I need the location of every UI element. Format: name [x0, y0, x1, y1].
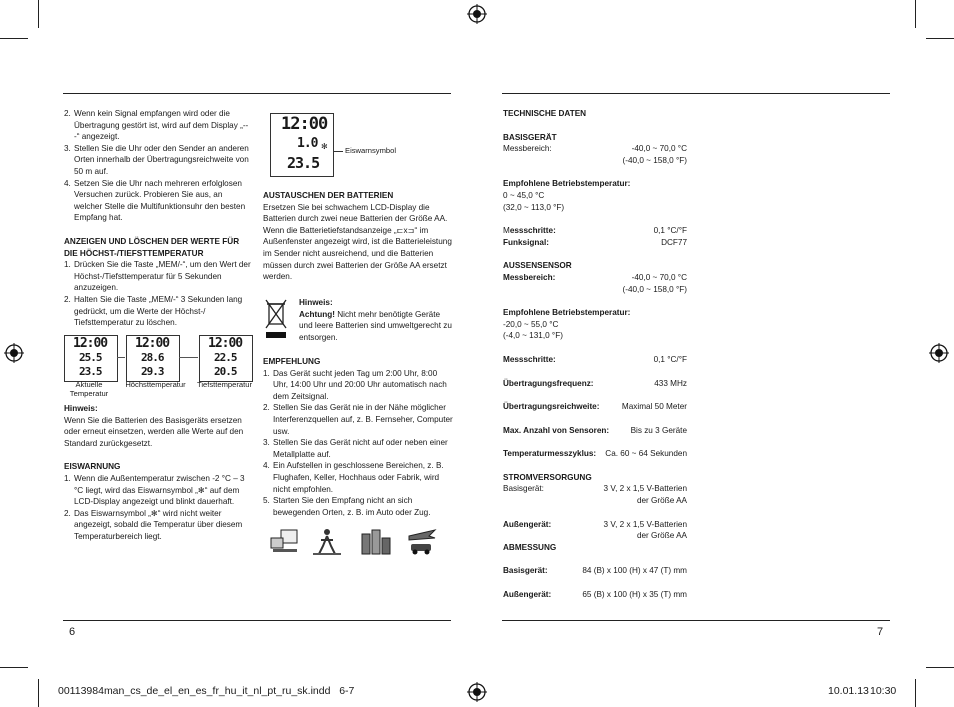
column-1: [64, 108, 252, 329]
spec-value: (-4,0 ~ 131,0 °F): [503, 331, 563, 341]
list-item: 1. Wenn die Außentemperatur zwischen -2 °C – 3 °C liegt, wird das Eiswarnsymbol „✻“ auf dem LCD-Display angezeigt und blinkt dauerhaft.: [64, 473, 245, 507]
snowflake-icon: ✻: [321, 142, 328, 151]
spec-row: Messbereich: -40,0 ~ 70,0 °C: [503, 144, 687, 154]
bottom-rule-left: [63, 620, 451, 621]
lcd-temp-bottom: 29.3: [141, 365, 164, 378]
signal-list: [64, 108, 252, 224]
crop-mark: [38, 679, 39, 707]
lcd-temp-top: 25.5: [79, 351, 102, 364]
lcd-display-max: [126, 335, 180, 382]
spec-row: (-40,0 ~ 158,0 °F): [622, 284, 687, 294]
list-item: 4. Setzen Sie die Uhr nach mehreren erfolglosen Versuchen zurück. Probieren Sie aus, an welcher Stelle die Multifunktionsuhr den besten Empfang hat.: [64, 178, 246, 223]
minmax-list: [64, 259, 252, 329]
section-heading-minmax: ANZEIGEN UND LÖSCHEN DER WERTE FÜR DIE HÖCHST-/TIEFSTTEMPERATUR: [64, 236, 240, 258]
lcd-time: 12:00: [135, 336, 170, 351]
slug-filename: 00113984man_cs_de_el_en_es_fr_hu_it_nl_pt_ru_sk.indd 6-7: [58, 685, 355, 697]
crop-mark: [915, 0, 916, 28]
top-rule-right: [502, 93, 890, 94]
hint-title: Hinweis:: [64, 404, 98, 413]
factory-icon: [360, 526, 392, 556]
lcd-temp-top: 1.0: [297, 136, 318, 151]
disposal-note: [299, 297, 453, 343]
worker-icon: [311, 526, 343, 556]
list-item: 2. Wenn kein Signal empfangen wird oder die Übertragung gestört ist, wird auf dem Display „---“ angezeigt.: [64, 109, 249, 142]
outdoor-heading: AUSSENSENSOR: [503, 261, 572, 271]
spec-row: Messbereich: -40,0 ~ 70,0 °C: [503, 272, 687, 282]
registration-mark-icon: [4, 343, 24, 363]
tv-computer-icon: [269, 528, 299, 554]
snowflake-icon: ✻: [197, 485, 205, 495]
lcd-display-current: [64, 335, 118, 382]
spec-row: Übertragungsfrequenz: 433 MHz: [503, 378, 687, 388]
section-heading-battery: AUSTAUSCHEN DER BATTERIEN: [263, 191, 394, 200]
tech-specs: [503, 108, 687, 601]
spec-row: Temperaturmesszyklus: Ca. 60 ~ 64 Sekunden: [503, 449, 687, 459]
spec-label: Empfohlene Betriebstemperatur:: [503, 179, 631, 189]
top-rule-left: [63, 93, 451, 94]
spec-row: Übertragungsreichweite: Maximal 50 Meter: [503, 402, 687, 412]
spec-row: Funksignal: DCF77: [503, 237, 687, 247]
lcd-time: 12:00: [208, 336, 243, 351]
spec-row: Außengerät: 65 (B) x 100 (H) x 35 (T) mm: [503, 590, 687, 600]
lcd-temp-top: 28.6: [141, 351, 164, 364]
caption-max: Höchsttemperatur: [125, 380, 186, 389]
hint-text: Wenn Sie die Batterien des Basisgeräts ersetzen oder erneut einsetzen, werden alle Werte auf den Standard zurückgesetzt.: [64, 415, 244, 448]
list-item: 2. Halten Sie die Taste „MEM/-“ 3 Sekunden lang gedrückt, um die Werte der Höchst-/ Tiefsttemperatur zu löschen.: [64, 294, 243, 328]
connector-line: [117, 357, 125, 358]
crop-mark: [926, 38, 954, 39]
crop-mark: [915, 679, 916, 707]
list-item: 3. Stellen Sie das Gerät nicht auf oder neben einer Metallplatte auf.: [263, 438, 448, 459]
spec-row: der Größe AA: [636, 496, 687, 506]
list-item: 2. Das Eiswarnsymbol „✻“ wird nicht weiter angezeigt, sobald die Temperatur über diesem Temperaturbereich liegt.: [64, 508, 243, 541]
lcd-temp-bottom: 23.5: [79, 365, 102, 378]
crop-mark: [926, 667, 954, 668]
list-item: 5. Starten Sie den Empfang nicht an sich bewegenden Orten, z. B. im Auto oder Zug.: [263, 496, 431, 517]
ice-list: [64, 473, 252, 543]
lcd-temp-bottom: 20.5: [214, 365, 237, 378]
page-number-right: 7: [877, 626, 884, 638]
snowflake-icon: ✻: [150, 508, 158, 518]
bottom-rule-right: [502, 620, 890, 621]
lcd-time: 12:00: [281, 114, 328, 134]
spec-row: Max. Anzahl von Sensoren: Bis zu 3 Geräte: [503, 425, 687, 435]
pointer-line: [333, 151, 343, 152]
battery-section: [263, 190, 453, 283]
spec-row: Basisgerät: 84 (B) x 100 (H) x 47 (T) mm: [503, 566, 687, 576]
spec-value: (32,0 ~ 113,0 °F): [503, 202, 565, 212]
column-1-lower: [64, 403, 252, 543]
section-heading-recommendation: EMPFEHLUNG: [263, 357, 321, 366]
lcd-time: 12:00: [73, 336, 108, 351]
spec-row: Messschritte: 0,1 °C/°F: [503, 354, 687, 364]
list-item: 4. Ein Aufstellen in geschlossene Bereichen, z. B. Flughafen, Keller, Hochhaus oder Fabrik, wird nicht empfohlen.: [263, 461, 444, 494]
lcd-display-min: [199, 335, 253, 382]
spec-row: Messschritte: 0,1 °C/°F: [503, 226, 687, 236]
weee-bin-icon: [264, 298, 288, 340]
spec-label: Empfohlene Betriebstemperatur:: [503, 308, 631, 318]
crop-mark: [0, 38, 28, 39]
list-item: 2. Stellen Sie das Gerät nie in der Nähe möglicher Interferenzquellen auf, z. B. Fernseher, Computer usw.: [263, 403, 453, 436]
spec-row: Außengerät: 3 V, 2 x 1,5 V-Batterien: [503, 519, 687, 529]
slug-time: 10:30: [870, 685, 897, 697]
page-number-left: 6: [69, 626, 76, 638]
disposal-text: Achtung! Nicht mehr benötigte Geräte und leere Batterien sind umweltgerecht zu entsorgen.: [299, 309, 452, 342]
caption-min: Tiefsttemperatur: [196, 380, 252, 389]
registration-mark-icon: [467, 682, 487, 702]
car-plane-icon: [405, 526, 439, 556]
caption-current: Aktuelle Temperatur: [69, 380, 109, 399]
slug-date: 10.01.13: [828, 685, 869, 697]
lcd-display-ice: [270, 113, 334, 177]
recommendation-section: [263, 356, 453, 518]
lcd-temp-bottom: 23.5: [287, 154, 320, 172]
ice-symbol-label: Eiswarnsymbol: [345, 146, 397, 155]
battery-low-icon: ⊏x⊐: [396, 225, 415, 235]
registration-mark-icon: [929, 343, 949, 363]
power-heading: STROMVERSORGUNG: [503, 472, 592, 482]
spec-value: 0 ~ 45,0 °C: [503, 190, 545, 200]
hint-title: Hinweis:: [299, 298, 333, 307]
base-heading: BASISGERÄT: [503, 132, 557, 142]
specs-title: TECHNISCHE DATEN: [503, 109, 587, 118]
crop-mark: [38, 0, 39, 28]
section-heading-ice: EISWARNUNG: [64, 462, 121, 472]
registration-mark-icon: [467, 4, 487, 24]
spec-value: -20,0 ~ 55,0 °C: [503, 319, 559, 329]
dimension-heading: ABMESSUNG: [503, 542, 557, 552]
battery-text: Ersetzen Sie bei schwachem LCD-Display die Batterien durch zwei neue Batterien der Größe AA. Wenn die Batterietiefstandsanzeige „⊏x⊐“ im Außenfenster angezeigt wird, ist die Batterieleistung im Sender nicht ausreichend, und die Batterien müssen durch zwei Batterien der Größe AA ersetzt werden.: [263, 202, 452, 282]
list-item: 1. Das Gerät sucht jeden Tag um 2:00 Uhr, 8:00 Uhr, 14:00 Uhr und 20:00 Uhr automatisch nach dem Zeitsignal.: [263, 368, 447, 401]
spec-row: (-40,0 ~ 158,0 °F): [622, 155, 687, 165]
spec-row: Basisgerät: 3 V, 2 x 1,5 V-Batterien: [503, 484, 687, 494]
list-item: 1. Drücken Sie die Taste „MEM/-“, um den Wert der Höchst-/Tiefsttemperatur für 5 Sekunden anzuzeigen.: [64, 260, 251, 293]
lcd-temp-top: 22.5: [214, 351, 237, 364]
spec-row: der Größe AA: [636, 531, 687, 541]
crop-mark: [0, 667, 28, 668]
list-item: 3. Stellen Sie die Uhr oder den Sender an anderen Orten innerhalb der Übertragungsreichweite von 50 m auf.: [64, 143, 249, 176]
recommendation-list: [263, 368, 453, 519]
connector-line: [179, 357, 198, 358]
